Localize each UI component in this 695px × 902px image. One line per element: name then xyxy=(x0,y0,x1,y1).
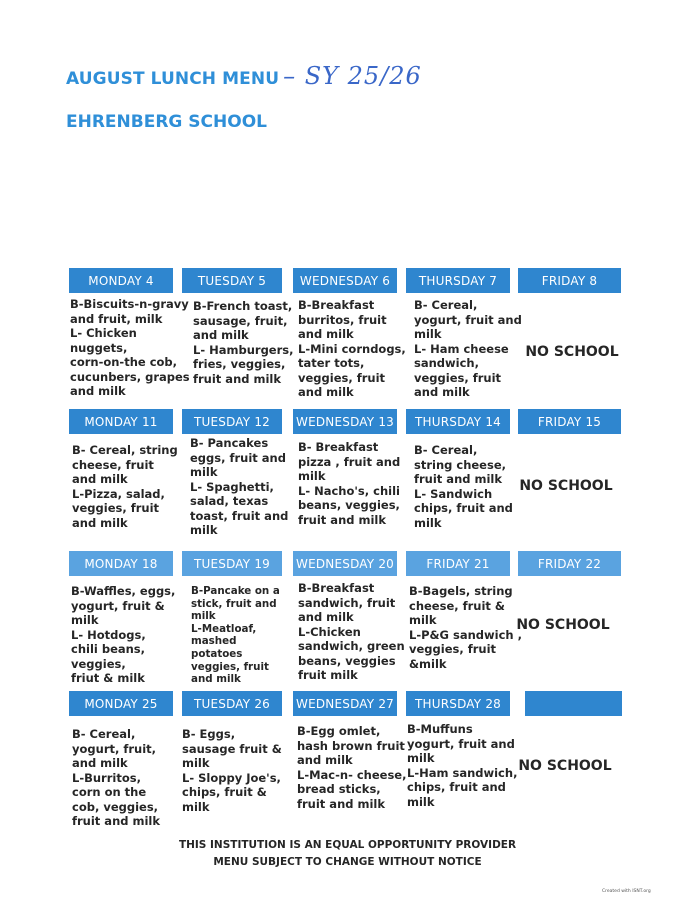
day-header: MONDAY 18 xyxy=(69,551,173,576)
no-school-label: NO SCHOOL xyxy=(519,478,613,494)
menu-cell: B- Breakfast pizza , fruit and milk L- Nacho's, chili beans, veggies, fruit and milk xyxy=(298,440,401,527)
day-header: THURSDAY 14 xyxy=(406,409,510,434)
menu-cell: B-Biscuits-n-gravy and fruit, milk L- Chicken nuggets, corn-on-the cob, cucunbers, grapes and milk xyxy=(70,297,190,398)
day-header: WEDNESDAY 20 xyxy=(293,551,397,576)
menu-cell: B- Cereal, yogurt, fruit, and milk L-Burritos, corn on the cob, veggies, fruit and milk xyxy=(72,727,161,828)
menu-cell: B-Pancake on a stick, fruit and milk L-Meatloaf, mashed potatoes veggies, fruit and milk xyxy=(191,585,280,686)
day-header: MONDAY 4 xyxy=(69,268,173,293)
credit-text: Created with ISNT.org xyxy=(602,889,651,894)
day-header: TUESDAY 5 xyxy=(182,268,282,293)
day-header: MONDAY 11 xyxy=(69,409,173,434)
day-header: TUESDAY 19 xyxy=(182,551,282,576)
menu-cell: B- Eggs, sausage fruit & milk L- Sloppy Joe's, chips, fruit & milk xyxy=(182,727,282,814)
equal-opportunity-notice: THIS INSTITUTION IS AN EQUAL OPPORTUNITY PROVIDER xyxy=(178,839,517,851)
day-header: FRIDAY 15 xyxy=(518,409,621,434)
day-header: WEDNESDAY 27 xyxy=(293,691,397,716)
menu-cell: B- Cereal, string cheese, fruit and milk L-Pizza, salad, veggies, fruit and milk xyxy=(72,443,178,530)
day-header: FRIDAY 8 xyxy=(518,268,621,293)
menu-cell: B-Breakfast burritos, fruit and milk L-Mini corndogs, tater tots, veggies, fruit and milk xyxy=(298,298,406,399)
menu-cell: B- Cereal, string cheese, fruit and milk L- Sandwich chips, fruit and milk xyxy=(414,443,513,530)
no-school-label: NO SCHOOL xyxy=(516,617,610,633)
no-school-label: NO SCHOOL xyxy=(525,344,619,360)
day-header: THURSDAY 7 xyxy=(406,268,510,293)
menu-cell: B-Egg omlet, hash brown fruit and milk L-Mac-n- cheese, bread sticks, fruit and milk xyxy=(297,724,407,811)
menu-change-notice: MENU SUBJECT TO CHANGE WITHOUT NOTICE xyxy=(213,856,482,868)
menu-cell: B-Waffles, eggs, yogurt, fruit & milk L- Hotdogs, chili beans, veggies, friut & milk xyxy=(71,584,176,685)
menu-cell: B- Pancakes eggs, fruit and milk L- Spaghetti, salad, texas toast, fruit and milk xyxy=(190,436,289,537)
day-header: WEDNESDAY 13 xyxy=(293,409,397,434)
menu-cell: B-French toast, sausage, fruit, and milk L- Hamburgers, fries, veggies, fruit and milk xyxy=(193,299,294,386)
menu-cell: B- Cereal, yogurt, fruit and milk L- Ham cheese sandwich, veggies, fruit and milk xyxy=(414,298,522,399)
day-header: TUESDAY 12 xyxy=(182,409,282,434)
school-name: EHRENBERG SCHOOL xyxy=(66,112,267,132)
menu-cell: B-Bagels, string cheese, fruit & milk L-P&G sandwich , veggies, fruit &milk xyxy=(409,584,522,671)
day-header: THURSDAY 28 xyxy=(406,691,510,716)
handwritten-school-year: – SY 25/26 xyxy=(283,62,422,90)
day-header: WEDNESDAY 6 xyxy=(293,268,397,293)
menu-cell: B-Muffuns yogurt, fruit and milk L-Ham sandwich, chips, fruit and milk xyxy=(407,722,518,809)
day-header: TUESDAY 26 xyxy=(182,691,282,716)
day-header xyxy=(525,691,622,716)
no-school-label: NO SCHOOL xyxy=(518,758,612,774)
day-header: FRIDAY 22 xyxy=(518,551,621,576)
menu-cell: B-Breakfast sandwich, fruit and milk L-Chicken sandwich, green beans, veggies fruit milk xyxy=(298,581,405,682)
day-header: FRIDAY 21 xyxy=(406,551,510,576)
menu-title: AUGUST LUNCH MENU xyxy=(66,69,280,89)
day-header: MONDAY 25 xyxy=(69,691,173,716)
